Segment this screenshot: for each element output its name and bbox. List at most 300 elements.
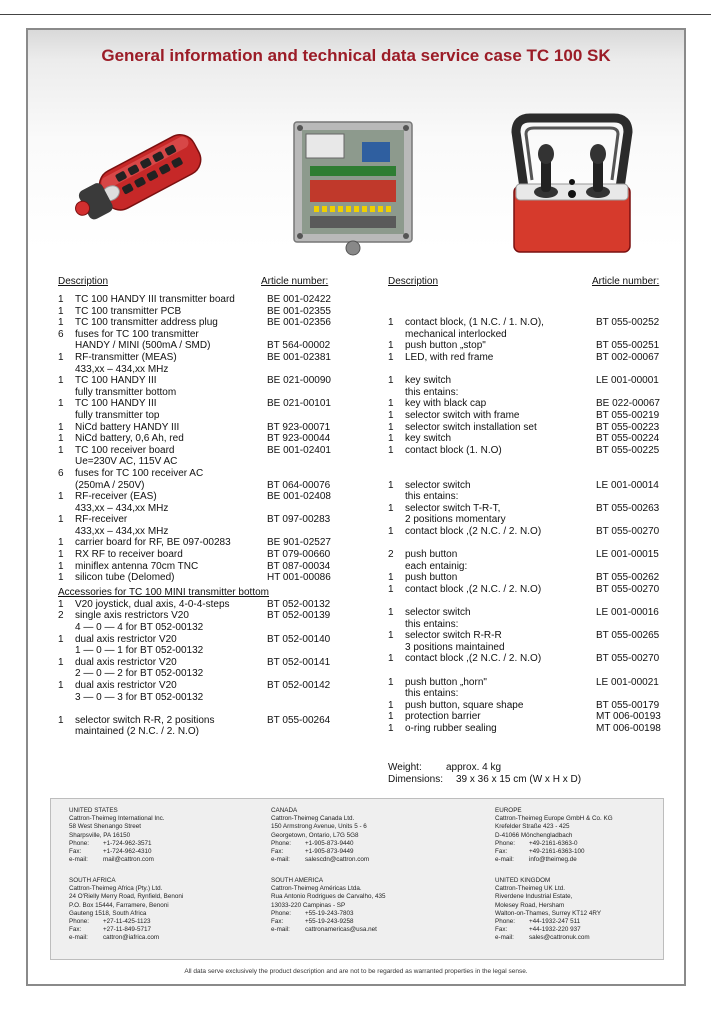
dimensions-value: 39 x 36 x 15 cm (W x H x D): [456, 773, 582, 785]
part-description: 2 positions momentary: [405, 514, 506, 526]
contact-value: +1-905-873-9440: [305, 839, 354, 847]
contact-line: [495, 856, 613, 864]
part-description: miniflex antenna 70cm TNC: [75, 560, 199, 572]
quantity: 1: [58, 572, 64, 584]
part-row: [388, 329, 678, 341]
article-number: BT 055-00262: [596, 572, 660, 584]
article-number: BT 055-00270: [596, 583, 660, 595]
address-line: D-41066 Mönchengladbach: [495, 831, 573, 839]
part-row: [58, 610, 348, 622]
quantity: 1: [58, 294, 64, 305]
part-description: LED, with red frame: [405, 351, 494, 363]
article-number: MT 006-00193: [596, 711, 661, 723]
part-row: [58, 294, 348, 306]
part-description: contact block ,(2 N.C. / 2. N.O): [405, 583, 542, 595]
article-number: BT 055-00223: [596, 421, 660, 433]
part-row: [58, 364, 348, 376]
contact-line: [69, 848, 165, 856]
office-address: [69, 877, 183, 943]
contact-label: Fax:: [495, 926, 508, 934]
part-description: (250mA / 250V): [75, 479, 145, 491]
part-description: fuses for TC 100 receiver AC: [75, 467, 204, 479]
part-description: TC 100 HANDY III transmitter board: [75, 294, 235, 305]
contact-label: e-mail:: [69, 856, 88, 864]
quantity: 1: [58, 514, 64, 526]
part-row: [388, 375, 678, 387]
part-description: NiCd battery HANDY III: [75, 421, 180, 433]
address-line: Riverdene Industrial Estate,: [495, 893, 573, 901]
contact-label: Phone:: [69, 839, 89, 847]
right-parts-list: [388, 294, 678, 735]
part-description: 2 — 0 — 2 for BT 052-00132: [75, 668, 204, 680]
address-line: 58 West Shenango Street: [69, 823, 141, 831]
article-number: BT 052-00140: [267, 633, 331, 645]
part-row: [388, 619, 678, 631]
quantity: 2: [388, 549, 394, 561]
contact-value: +27-11-849-5717: [103, 926, 152, 934]
part-description: key switch: [405, 375, 452, 387]
office-address: [271, 807, 369, 864]
contact-value: sales@cattronuk.com: [529, 934, 590, 942]
article-number: BT 055-00224: [596, 433, 660, 445]
quantity: 1: [58, 491, 64, 503]
quantity: 1: [388, 421, 394, 433]
address-line: Sharpsville, PA 16150: [69, 831, 131, 839]
contact-label: Phone:: [495, 839, 515, 847]
part-row: [388, 456, 678, 468]
part-description: dual axis restrictor V20: [75, 633, 177, 645]
part-row: [58, 480, 348, 492]
quantity: 1: [388, 409, 394, 421]
quantity: 1: [58, 560, 64, 572]
quantity: 1: [58, 433, 64, 445]
part-description: each entainig:: [405, 560, 468, 572]
article-number: BT 055-00264: [267, 714, 331, 726]
article-number: LE 001-00021: [596, 676, 659, 688]
contact-label: Fax:: [271, 918, 284, 926]
article-number: LE 001-00015: [596, 549, 659, 561]
quantity: 1: [58, 375, 64, 387]
contact-line: [271, 856, 369, 864]
quantity: 1: [58, 421, 64, 433]
article-number: MT 006-00198: [596, 722, 661, 734]
part-description: push button „horn": [405, 676, 487, 688]
part-row: [58, 317, 348, 329]
part-description: RX RF to receiver board: [75, 549, 183, 561]
article-number: BT 052-00132: [267, 598, 331, 610]
quantity: 1: [388, 630, 394, 642]
address-line: 150 Armstrong Avenue, Units 5 - 6: [271, 823, 367, 831]
part-description: TC 100 HANDY III: [75, 375, 157, 387]
part-row: [58, 549, 348, 561]
article-number: BT 055-00265: [596, 630, 660, 642]
contact-line: [271, 910, 385, 918]
part-row: [58, 645, 348, 657]
part-description: dual axis restrictor V20: [75, 656, 177, 668]
part-row: [388, 665, 678, 677]
part-description: 1 — 0 — 1 for BT 052-00132: [75, 645, 204, 657]
dimensions-label: Dimensions:: [388, 773, 444, 785]
address-line: Cattron-Theimeg Canada Ltd.: [271, 815, 355, 823]
part-row: [58, 491, 348, 503]
contact-box: [50, 798, 664, 960]
part-row: [388, 688, 678, 700]
part-description: selector switch R-R-R: [405, 630, 502, 642]
part-description: contact block, (1 N.C. / 1. N.O),: [405, 317, 544, 329]
quantity: 1: [58, 317, 64, 329]
contact-line: [69, 840, 165, 848]
part-row: [388, 514, 678, 526]
article-number: BT 055-00270: [596, 653, 660, 665]
contact-line: [271, 840, 369, 848]
part-description: push button: [405, 549, 458, 561]
part-description: NiCd battery, 0,6 Ah, red: [75, 433, 184, 445]
office-region: SOUTH AFRICA: [69, 877, 116, 884]
part-row: [388, 433, 678, 445]
quantity: 6: [58, 328, 64, 340]
part-description: single axis restrictors V20: [75, 610, 189, 622]
contact-label: Phone:: [495, 918, 515, 926]
contact-value: +49-2161-6363-0: [529, 839, 578, 847]
part-description: silicon tube (Delomed): [75, 572, 175, 584]
quantity: 1: [58, 351, 64, 363]
article-number: BT 064-00076: [267, 479, 331, 491]
part-description: dual axis restrictor V20: [75, 680, 177, 691]
part-row: [388, 711, 678, 723]
article-number: BE 022-00067: [596, 398, 660, 410]
quantity: 1: [388, 572, 394, 584]
address-line: Molesey Road, Hersham: [495, 901, 565, 909]
part-row: [388, 445, 678, 457]
office-region: SOUTH AMERICA: [271, 877, 324, 884]
part-description: selector switch T-R-T,: [405, 502, 501, 514]
part-description: 433,xx – 434,xx MHz: [75, 363, 169, 375]
part-row: [388, 595, 678, 607]
quantity: 1: [58, 305, 64, 317]
part-row: [58, 634, 348, 646]
part-row: [388, 387, 678, 399]
quantity: 1: [58, 598, 64, 610]
quantity: 1: [58, 633, 64, 645]
left-parts-list: [58, 294, 348, 738]
article-number: BT 097-00283: [267, 514, 331, 526]
article-number: LE 001-00016: [596, 607, 659, 619]
part-description: contact block ,(2 N.C. / 2. N.O): [405, 653, 542, 665]
part-row: [58, 422, 348, 434]
contact-value: mail@cattron.com: [103, 856, 154, 864]
left-table-header: [58, 276, 330, 288]
contact-line: [69, 918, 183, 926]
contact-value: +44-1932-220 937: [529, 926, 581, 934]
page-title: General information and technical data service case TC 100 SK: [101, 46, 611, 65]
part-row: [58, 340, 348, 352]
part-row: [58, 352, 348, 364]
quantity: 1: [58, 549, 64, 561]
part-row: [388, 491, 678, 503]
contact-value: +49-2161-6363-100: [529, 848, 585, 856]
article-number-header: Article number:: [592, 276, 660, 287]
contact-line: [495, 918, 601, 926]
address-line: Walton-on-Thames, Surrey KT12 4RY: [495, 909, 602, 917]
part-row: [388, 364, 678, 376]
address-line: Krefelder Straße 423 - 425: [495, 823, 570, 831]
receiver-pcb-image: [290, 118, 416, 258]
contact-line: [271, 926, 385, 934]
contact-value: +27-11-425-1123: [103, 918, 151, 926]
quantity: 1: [388, 433, 394, 445]
part-description: HANDY / MINI (500mA / SMD): [75, 340, 211, 352]
contact-line: [69, 926, 183, 934]
quantity: 1: [58, 680, 64, 691]
article-number: BE 001-02355: [267, 305, 331, 317]
contact-line: [495, 934, 601, 942]
address-line: Cattron-Theimeg UK Ltd.: [495, 885, 565, 893]
part-description: 3 positions maintained: [405, 641, 505, 653]
part-row: [58, 561, 348, 573]
office-region: UNITED STATES: [69, 807, 118, 814]
quantity: 1: [388, 525, 394, 537]
quantity: 1: [388, 722, 394, 734]
quantity: 1: [58, 714, 64, 726]
part-row: [388, 340, 678, 352]
part-description: push button „stop": [405, 340, 486, 352]
office-address: [495, 807, 613, 864]
article-number: BE 001-02408: [267, 491, 331, 503]
article-number: BT 052-00139: [267, 610, 331, 622]
part-row: [388, 468, 678, 480]
part-row: [58, 599, 348, 611]
contact-line: [495, 848, 613, 856]
contact-label: e-mail:: [271, 856, 290, 864]
part-row: [388, 584, 678, 596]
part-row: [388, 723, 678, 735]
article-number: BE 021-00101: [267, 398, 331, 410]
part-row: [58, 375, 348, 387]
part-description: fully transmitter bottom: [75, 386, 177, 398]
part-description: carrier board for RF, BE 097-00283: [75, 537, 231, 549]
article-number: BE 001-02381: [267, 351, 331, 363]
address-line: Gauteng 1518, South Africa: [69, 909, 147, 917]
quantity: 1: [388, 375, 394, 387]
dimensions-row: [388, 774, 678, 786]
contact-label: Phone:: [271, 909, 291, 917]
part-description: contact block (1. N.O): [405, 444, 502, 456]
part-description: fuses for TC 100 transmitter: [75, 328, 199, 340]
article-number: BT 055-00219: [596, 409, 660, 421]
right-table-header: [388, 276, 661, 288]
part-row: [58, 445, 348, 457]
part-description: RF-receiver (EAS): [75, 491, 157, 503]
article-number: BE 001-02422: [267, 294, 331, 305]
quantity: 1: [388, 317, 394, 329]
part-description: fully transmitter top: [75, 409, 160, 421]
part-row: [58, 514, 348, 526]
weight-label: Weight:: [388, 762, 422, 773]
part-description: RF-transmitter (MEAS): [75, 351, 177, 363]
part-row: [58, 329, 348, 341]
contact-value: info@theimeg.de: [529, 856, 577, 864]
article-number: BT 055-00252: [596, 317, 660, 329]
contact-label: Fax:: [69, 926, 82, 934]
article-number: BT 055-00270: [596, 525, 660, 537]
part-row: [58, 410, 348, 422]
address-line: Rua Antonio Rodrigues de Carvalho, 435: [271, 893, 386, 901]
contact-value: +44-1932-247 511: [529, 918, 581, 926]
part-row: [58, 526, 348, 538]
part-row: [58, 398, 348, 410]
contact-value: +55-19-243-7803: [305, 909, 354, 917]
office-region: UNITED KINGDOM: [495, 877, 551, 884]
article-number: BT 079-00660: [267, 549, 331, 561]
article-number: LE 001-00014: [596, 479, 659, 491]
part-row: [388, 630, 678, 642]
office-address: [271, 877, 385, 934]
contact-label: e-mail:: [271, 926, 290, 934]
part-description: this entains:: [405, 386, 459, 398]
part-description: selector switch: [405, 479, 471, 491]
part-row: [58, 680, 348, 692]
address-line: Cattron-Theimeg International Inc.: [69, 815, 165, 823]
part-row: [388, 410, 678, 422]
quantity: 1: [388, 502, 394, 514]
quantity: 1: [58, 656, 64, 668]
article-number: BT 923-00044: [267, 433, 331, 445]
part-description: RF-receiver: [75, 514, 128, 526]
part-row: [58, 537, 348, 549]
quantity: 1: [58, 398, 64, 410]
part-row: [58, 572, 348, 584]
part-description: 4 — 0 — 4 for BT 052-00132: [75, 622, 204, 634]
part-description: TC 100 transmitter address plug: [75, 317, 218, 329]
part-row: [388, 306, 678, 318]
part-row: [58, 715, 348, 727]
article-number: BT 052-00141: [267, 656, 331, 668]
quantity: 1: [388, 351, 394, 363]
address-line: Cattron-Theimeg Américas Ltda.: [271, 885, 362, 893]
address-line: 13033-220 Campinas - SP: [271, 901, 346, 909]
part-description: Ue=230V AC, 115V AC: [75, 456, 178, 468]
description-header: Description: [58, 276, 109, 287]
part-row: [388, 607, 678, 619]
specs-block: [388, 762, 678, 785]
part-row: [388, 526, 678, 538]
part-row: [388, 503, 678, 515]
quantity: 1: [388, 676, 394, 688]
office-region: EUROPE: [495, 807, 522, 814]
part-description: selector switch installation set: [405, 421, 537, 433]
contact-line: [495, 926, 601, 934]
part-row: [388, 561, 678, 573]
contact-label: e-mail:: [495, 856, 514, 864]
part-description: selector switch: [405, 607, 471, 619]
part-row: [388, 480, 678, 492]
quantity: 6: [58, 467, 64, 479]
address-line: Cattron-Theimeg Africa (Pty.) Ltd.: [69, 885, 163, 893]
quantity: 1: [388, 340, 394, 352]
quantity: 2: [58, 610, 64, 622]
office-region: CANADA: [271, 807, 298, 814]
part-row: [388, 317, 678, 329]
accessories-heading: Accessories for TC 100 MINI transmitter bottom: [58, 586, 269, 598]
part-row: [388, 642, 678, 654]
quantity: 1: [388, 699, 394, 711]
part-description: 3 — 0 — 3 for BT 052-00132: [75, 691, 204, 703]
part-description: TC 100 receiver board: [75, 444, 175, 456]
article-number: BT 052-00142: [267, 680, 331, 691]
office-address: [69, 807, 165, 864]
part-description: key switch: [405, 433, 452, 445]
part-row: [388, 700, 678, 712]
part-row: [388, 677, 678, 689]
contact-label: Fax:: [69, 848, 82, 856]
article-number: HT 001-00086: [267, 572, 331, 584]
part-row: [58, 622, 348, 634]
contact-line: [69, 856, 165, 864]
quantity: 1: [388, 583, 394, 595]
quantity: 1: [388, 607, 394, 619]
part-description: TC 100 HANDY III: [75, 398, 157, 410]
contact-value: cattronamericas@usa.net: [305, 926, 377, 934]
joystick-transmitter-image: [502, 110, 642, 260]
address-line: P.O. Box 15444, Farramere, Benoni: [69, 901, 169, 909]
contact-label: Fax:: [271, 848, 284, 856]
part-row: [388, 422, 678, 434]
part-description: key with black cap: [405, 398, 487, 410]
part-description: push button, square shape: [405, 699, 524, 711]
contact-line: [271, 918, 385, 926]
part-row: [58, 433, 348, 445]
contact-label: e-mail:: [495, 934, 514, 942]
office-address: [495, 877, 601, 943]
address-line: Cattron-Theimeg Europe GmbH & Co. KG: [495, 815, 613, 823]
article-number: BE 001-02401: [267, 444, 331, 456]
article-number: BE 001-02356: [267, 317, 331, 329]
part-description: 433,xx – 434,xx MHz: [75, 525, 169, 537]
description-header: Description: [388, 276, 439, 287]
part-row: [58, 703, 348, 715]
quantity: 1: [388, 711, 394, 723]
contact-label: Phone:: [271, 839, 291, 847]
part-row: [58, 657, 348, 669]
part-description: mechanical interlocked: [405, 328, 507, 340]
top-rule: [0, 14, 711, 15]
part-description: 433,xx – 434,xx MHz: [75, 502, 169, 514]
contact-label: Phone:: [69, 918, 89, 926]
part-row: [388, 398, 678, 410]
part-row: [58, 726, 348, 738]
contact-line: [69, 934, 183, 942]
article-number: BT 564-00002: [267, 340, 331, 352]
contact-value: +1-724-962-3571: [103, 839, 152, 847]
article-number-header: Article number:: [261, 276, 329, 287]
datasheet-frame: [26, 28, 686, 986]
contact-line: [271, 848, 369, 856]
part-row: [58, 468, 348, 480]
part-description: selector switch R-R, 2 positions: [75, 714, 215, 726]
article-number: BT 055-00179: [596, 699, 660, 711]
part-row: [388, 549, 678, 561]
contact-value: +1-905-873-9449: [305, 848, 354, 856]
contact-value: +1-724-962-4310: [103, 848, 152, 856]
quantity: 1: [388, 398, 394, 410]
contact-value: salescdn@cattron.com: [305, 856, 370, 864]
contact-value: cattron@iafrica.com: [103, 934, 160, 942]
part-row: [388, 537, 678, 549]
part-row: [388, 572, 678, 584]
part-row: [58, 503, 348, 515]
part-description: o-ring rubber sealing: [405, 722, 497, 734]
article-number: BT 923-00071: [267, 421, 331, 433]
